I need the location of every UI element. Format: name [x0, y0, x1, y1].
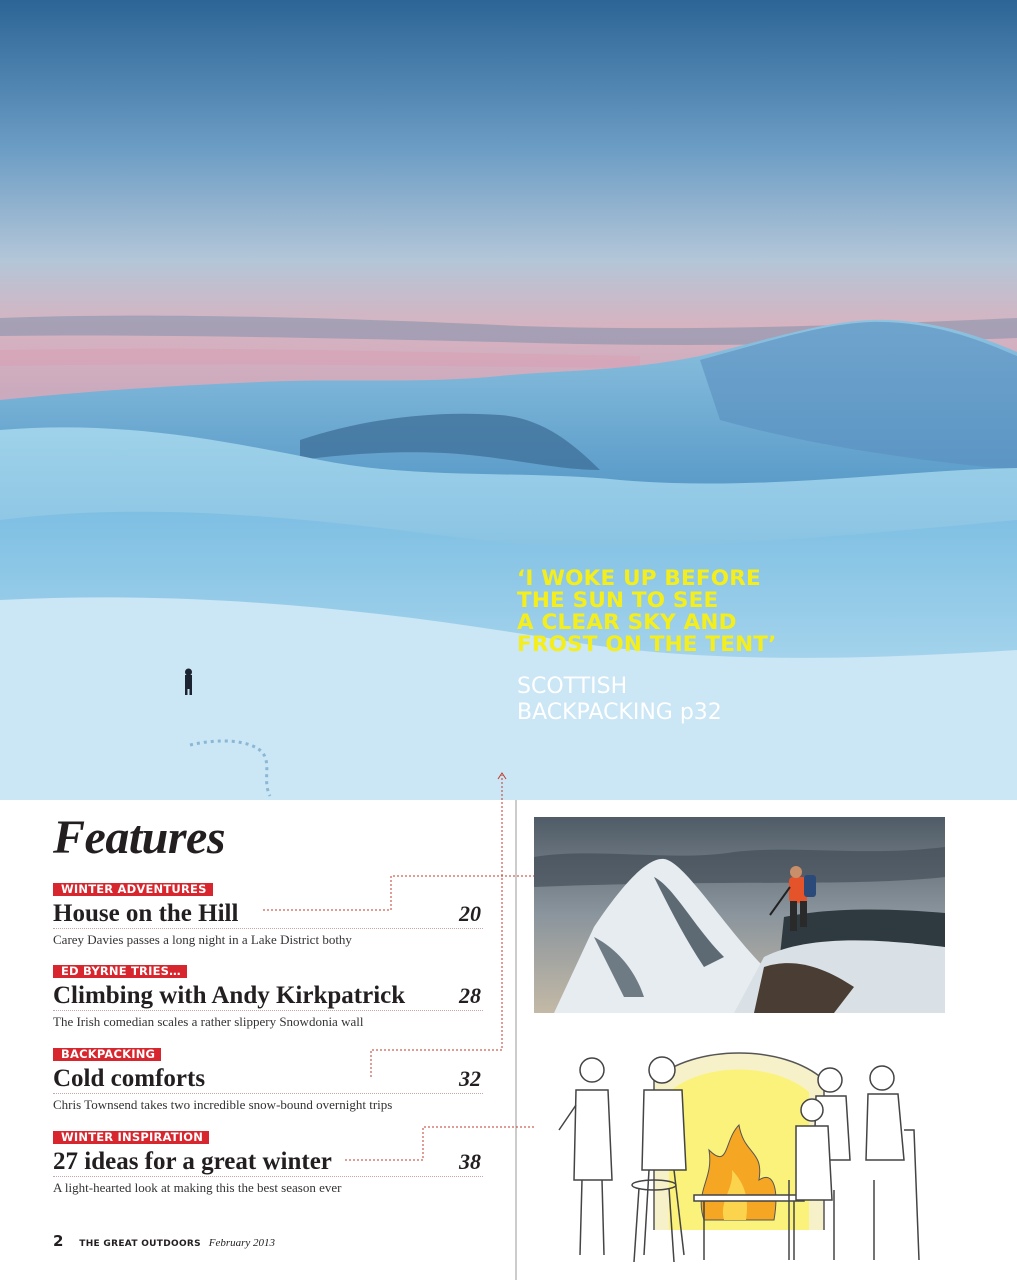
feature-description: Chris Townsend takes two incredible snow-bound overnight trips: [53, 1097, 393, 1112]
quote-line: A CLEAR SKY AND: [517, 610, 737, 635]
pull-quote: [517, 568, 837, 656]
page-number: 28: [455, 982, 481, 1010]
section-heading: Features: [53, 811, 226, 864]
page-footer: [53, 1232, 275, 1250]
quote-line: ‘I WOKE UP BEFORE: [517, 566, 761, 591]
feature-title[interactable]: House on the Hill: [53, 900, 239, 927]
feature-description: The Irish comedian scales a rather slippery Snowdonia wall: [53, 1014, 364, 1029]
quote-line: FROST ON THE TENT’: [517, 632, 777, 657]
quote-line: THE SUN TO SEE: [517, 588, 719, 613]
feature-description: Carey Davies passes a long night in a Lake District bothy: [53, 932, 352, 947]
feature-entry[interactable]: [53, 962, 483, 1030]
feature-entry[interactable]: [53, 880, 483, 948]
credit-line: BACKPACKING p32: [517, 700, 722, 725]
fireside-cartoon-image: [534, 1030, 945, 1266]
page-number: 38: [455, 1148, 481, 1176]
pub-illustration[interactable]: [534, 1030, 945, 1266]
feature-description: A light-hearted look at making this the best season ever: [53, 1180, 342, 1195]
credit-line: SCOTTISH: [517, 674, 628, 699]
feature-title[interactable]: Cold comforts: [53, 1065, 206, 1092]
magazine-name: THE GREAT OUTDOORS: [79, 1239, 201, 1249]
quote-credit[interactable]: [517, 674, 817, 726]
page-number: 32: [455, 1065, 481, 1093]
feature-entry[interactable]: [53, 1045, 483, 1113]
feature-title[interactable]: 27 ideas for a great winter: [53, 1148, 332, 1175]
title-row: [53, 1147, 483, 1177]
climber-photo[interactable]: [534, 817, 945, 1013]
folio-page-number: 2: [53, 1232, 64, 1250]
category-tag: BACKPACKING: [53, 1048, 161, 1061]
title-row: [53, 981, 483, 1011]
feature-entry[interactable]: [53, 1128, 483, 1196]
page-number: 20: [455, 900, 481, 928]
category-tag: WINTER ADVENTURES: [53, 883, 213, 896]
category-tag: WINTER INSPIRATION: [53, 1131, 209, 1144]
feature-title[interactable]: Climbing with Andy Kirkpatrick: [53, 982, 406, 1009]
category-tag: ED BYRNE TRIES…: [53, 965, 187, 978]
mountain-climber-image: [534, 817, 945, 1013]
title-row: [53, 1064, 483, 1094]
issue-date: February 2013: [208, 1237, 276, 1249]
title-row: [53, 899, 483, 929]
